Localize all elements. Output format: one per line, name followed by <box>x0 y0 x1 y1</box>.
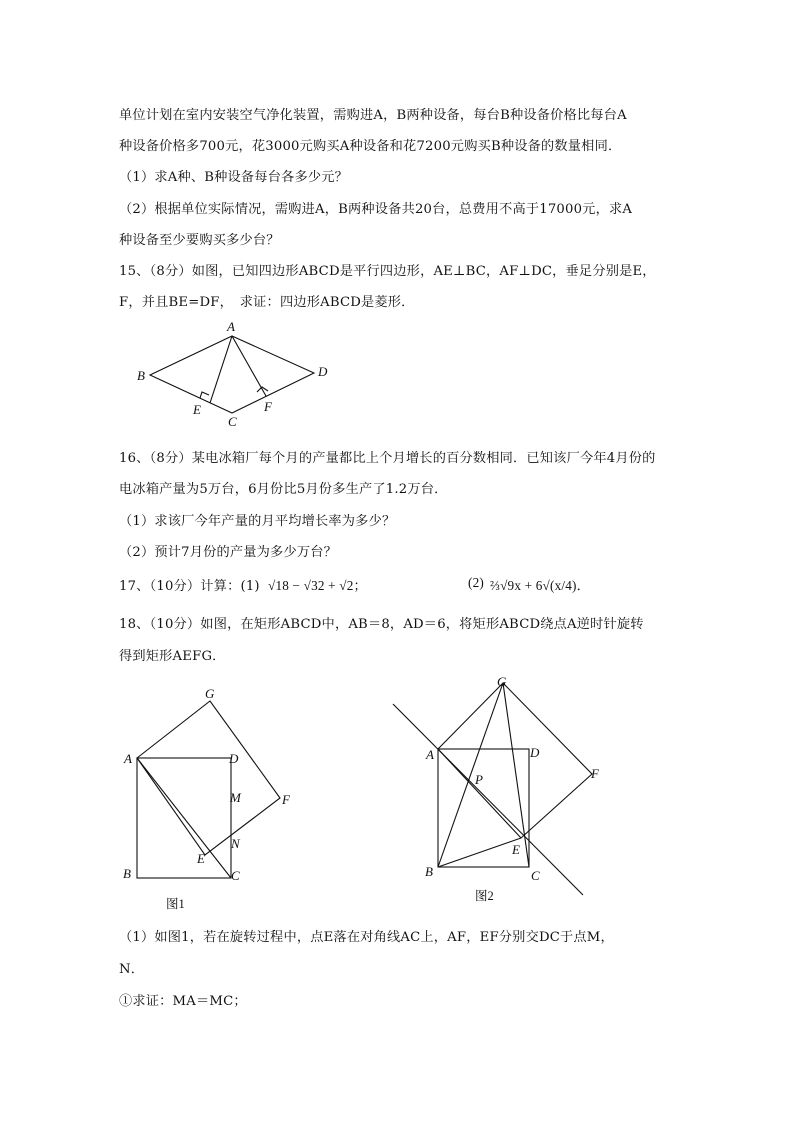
fig2-label-f: F <box>591 766 599 781</box>
q18-proof: ①求证：MA＝MC； <box>119 994 247 1009</box>
segment-af <box>232 336 266 396</box>
fig1-label-d: D <box>229 751 239 766</box>
fig1-caption: 图1 <box>166 897 185 911</box>
q18-sub1-cont: N． <box>119 962 145 977</box>
fig1-label-a: A <box>124 751 132 766</box>
right-angle-e <box>200 392 209 398</box>
q18-figure-1 <box>118 682 308 917</box>
q15-parallelogram-figure <box>130 318 340 428</box>
fig2-label-g: G <box>497 674 507 689</box>
q16-text-line1: 16、（8分）某电冰箱厂每个月的产量都比上个月增长的百分数相同．已知该厂今年4月份的 <box>119 451 656 466</box>
fig1-label-n: N <box>231 836 240 851</box>
q16-sub2: （2）预计7月份的产量为多少万台？ <box>119 545 337 560</box>
segment-bg <box>438 683 503 867</box>
fig2-label-e: E <box>512 842 520 857</box>
label-e: E <box>193 402 201 417</box>
fig2-label-b: B <box>425 864 433 879</box>
q17-expression-1: √18 − √32 + √2； <box>268 578 367 593</box>
q14-text-line2: 种设备价格多700元，花3000元购买A种设备和花7200元购买B种设备的数量相同． <box>119 139 622 154</box>
fig1-label-c: C <box>231 868 240 883</box>
q16-text-line2: 电冰箱产量为5万台，6月份比5月份多生产了1.2万台． <box>119 482 448 497</box>
fig2-label-a: A <box>426 747 434 762</box>
fig2-label-d: D <box>530 745 540 760</box>
fig1-label-f: F <box>282 792 290 807</box>
q18-sub1: （1）如图1，若在旋转过程中，点E落在对角线AC上，AF，EF分别交DC于点M， <box>119 930 614 945</box>
label-c: C <box>228 414 237 428</box>
q18-figure-2 <box>385 670 600 910</box>
fig2-label-p: P <box>475 772 483 787</box>
rectangle-aefg <box>438 683 592 838</box>
fig1-label-e: E <box>197 851 205 866</box>
line-through-a-e <box>393 704 583 895</box>
q14-text-line1: 单位计划在室内安装空气净化装置，需购进A，B两种设备，每台B种设备价格比每台A <box>119 108 627 123</box>
label-a: A <box>227 319 235 334</box>
q18-text-line2: 得到矩形AEFG． <box>119 649 226 664</box>
rectangle-aefg <box>137 701 280 855</box>
segment-be <box>438 838 521 867</box>
segment-ae <box>210 336 232 403</box>
q18-text-line1: 18、（10分）如图，在矩形ABCD中，AB＝8，AD＝6，将矩形ABCD绕点A逆时针旋转 <box>119 617 644 632</box>
label-f: F <box>264 399 272 414</box>
label-b: B <box>137 368 145 383</box>
q17-label-2: (2) <box>468 575 484 590</box>
q14-sub2: （2）根据单位实际情况，需购进A，B两种设备共20台，总费用不高于17000元，求A <box>119 202 633 217</box>
q14-sub1: （1）求A种、B种设备每台各多少元？ <box>119 170 349 185</box>
fig1-label-m: M <box>230 790 241 805</box>
fig2-caption: 图2 <box>475 889 494 903</box>
q15-text-line1: 15、（8分）如图，已知四边形ABCD是平行四边形，AE⊥BC，AF⊥DC，垂足分别是E， <box>119 264 656 279</box>
diagonal-ac <box>137 758 231 878</box>
label-d: D <box>318 364 328 379</box>
parallelogram-abcd <box>150 336 314 413</box>
fig1-label-b: B <box>123 866 131 881</box>
q17-expression-2: ⅔√9x + 6√(x/4)． <box>490 578 591 593</box>
q15-text-line2: F，并且BE=DF， 求证：四边形ABCD是菱形． <box>119 295 415 310</box>
q16-sub1: （1）求该厂今年产量的月平均增长率为多少？ <box>119 514 396 529</box>
q17-prefix: 17、（10分）计算：(1) <box>119 579 260 594</box>
fig2-label-c: C <box>531 868 540 883</box>
fig1-label-g: G <box>205 686 215 701</box>
q14-sub2-cont: 种设备至少要购买多少台？ <box>119 233 280 248</box>
